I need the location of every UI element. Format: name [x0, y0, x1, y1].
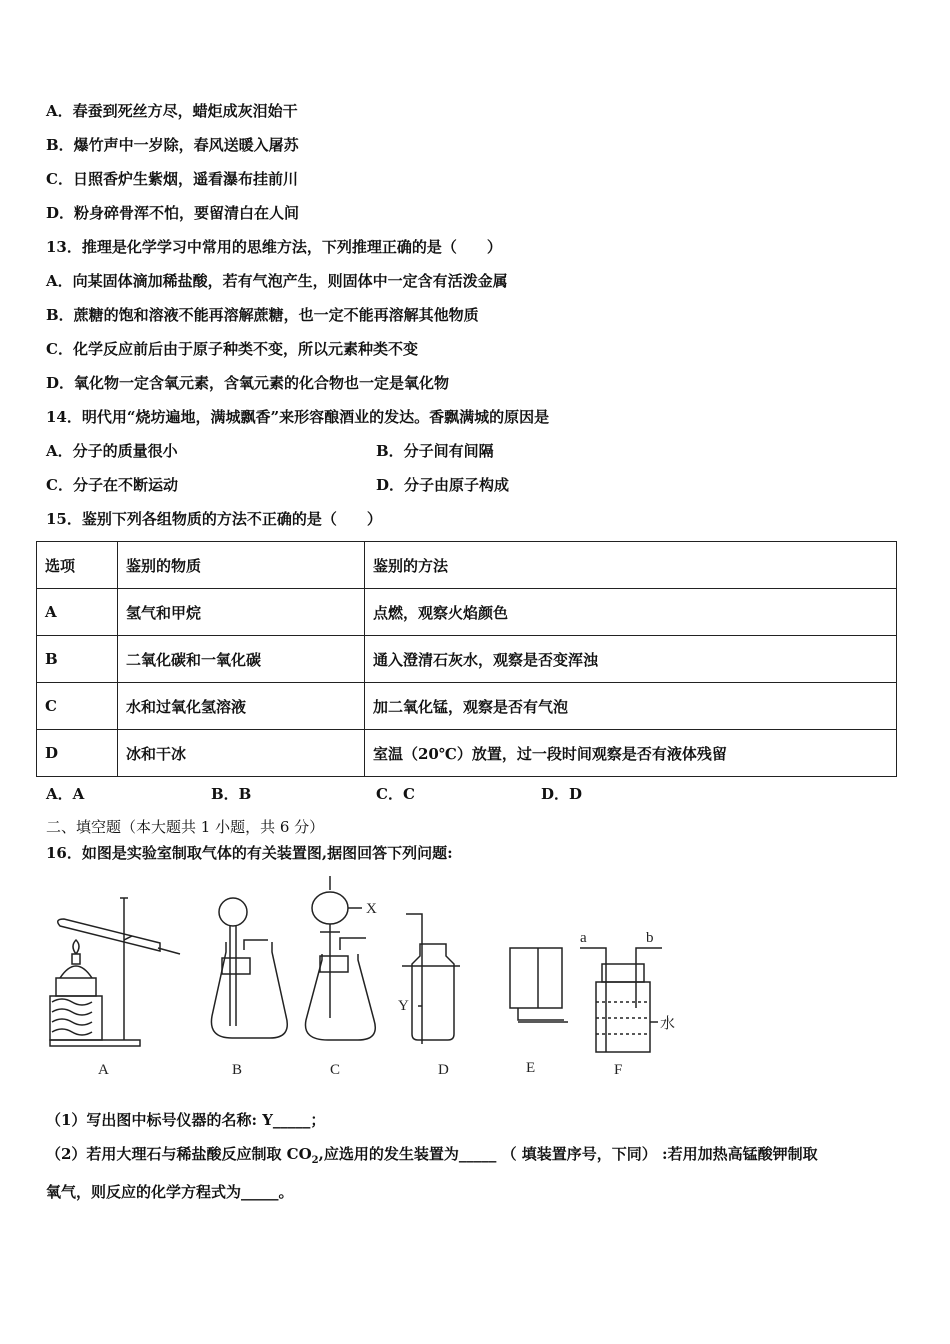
- q16-part2-cont: 氧气，则反应的化学方程式为_____。: [46, 1183, 294, 1201]
- apparatus-mark-b: b: [646, 930, 654, 946]
- apparatus-mark-x: X: [366, 901, 377, 917]
- table-cell: 二氧化碳和一氧化碳: [118, 636, 365, 683]
- apparatus-f-illustration: [580, 948, 662, 1052]
- table-cell: D: [37, 730, 118, 777]
- apparatus-a-illustration: [50, 898, 180, 1046]
- apparatus-label-b: B: [232, 1062, 243, 1078]
- q12-option-d: D．粉身碎骨浑不怕，要留清白在人间: [46, 204, 300, 222]
- q13-option-a: A．向某固体滴加稀盐酸，若有气泡产生，则固体中一定含有活泼金属: [46, 272, 508, 290]
- table-header-row: [37, 542, 897, 589]
- q14-stem: 14．明代用“烧坊遍地，满城飘香”来形容酿酒业的发达。香飘满城的原因是: [46, 408, 550, 426]
- q16-part2-text-a: （2）若用大理石与稀盐酸反应制取 CO: [46, 1145, 312, 1163]
- table-cell: 室温（20℃）放置，过一段时间观察是否有液体残留: [365, 730, 897, 777]
- apparatus-c-illustration: [305, 876, 375, 1040]
- table-cell: 氢气和甲烷: [118, 589, 365, 636]
- apparatus-d-illustration: [402, 914, 460, 1044]
- q16-stem: 16．如图是实验室制取气体的有关装置图,据图回答下列问题:: [46, 844, 453, 862]
- q12-option-a: A．春蚕到死丝方尽，蜡炬成灰泪始干: [46, 102, 298, 120]
- q13-option-c: C．化学反应前后由于原子种类不变，所以元素种类不变: [46, 340, 418, 358]
- q16-part1: （1）写出图中标号仪器的名称: Y_____；: [46, 1111, 326, 1129]
- table-cell: 冰和干冰: [118, 730, 365, 777]
- q16-part2-text-b: ,应选用的发生装置为_____ （ 填装置序号，下同） :若用加热高锰酸钾制取: [318, 1145, 818, 1163]
- apparatus-label-a: A: [98, 1062, 109, 1078]
- q13-option-b: B．蔗糖的饱和溶液不能再溶解蔗糖，也一定不能再溶解其他物质: [46, 306, 479, 324]
- q15-table: [36, 541, 897, 777]
- table-row: [37, 636, 897, 683]
- q12-option-b: B．爆竹声中一岁除，春风送暖入屠苏: [46, 136, 299, 154]
- q16-part2-subscript: 2: [311, 1155, 319, 1166]
- table-header-cell: 鉴别的方法: [365, 542, 897, 589]
- q15-answer-d: D．D: [541, 785, 583, 803]
- q13-stem: 13．推理是化学学习中常用的思维方法，下列推理正确的是（ ）: [46, 238, 502, 256]
- q14-option-d: D．分子由原子构成: [376, 476, 510, 494]
- table-row: [37, 683, 897, 730]
- apparatus-label-d: D: [438, 1062, 449, 1078]
- section-heading: 二、填空题（本大题共 1 小题，共 6 分）: [46, 818, 325, 836]
- q15-answer-b: B．B: [211, 785, 252, 803]
- apparatus-mark-y: Y: [398, 998, 409, 1014]
- table-cell: B: [37, 636, 118, 683]
- q15-answer-c: C．C: [376, 785, 415, 803]
- table-cell: 水和过氧化氢溶液: [118, 683, 365, 730]
- table-cell: C: [37, 683, 118, 730]
- q14-option-a: A．分子的质量很小: [46, 442, 178, 460]
- apparatus-label-c: C: [330, 1062, 341, 1078]
- table-cell: 加二氧化锰，观察是否有气泡: [365, 683, 897, 730]
- apparatus-e-illustration: [510, 948, 568, 1022]
- q14-option-b: B．分子间有间隔: [376, 442, 494, 460]
- q14-option-c: C．分子在不断运动: [46, 476, 178, 494]
- table-cell: A: [37, 589, 118, 636]
- q13-option-d: D．氧化物一定含氧元素，含氧元素的化合物也一定是氧化物: [46, 374, 450, 392]
- table-row: [37, 730, 897, 777]
- table-cell: 点燃，观察火焰颜色: [365, 589, 897, 636]
- q16-part2: [46, 1144, 818, 1171]
- table-header-cell: 选项: [37, 542, 118, 589]
- table-cell: 通入澄清石灰水，观察是否变浑浊: [365, 636, 897, 683]
- apparatus-mark-water: 水: [660, 1016, 676, 1032]
- apparatus-diagram: [40, 868, 680, 1078]
- q15-stem: 15．鉴别下列各组物质的方法不正确的是（ ）: [46, 510, 382, 528]
- apparatus-b-illustration: [211, 898, 287, 1038]
- apparatus-label-f: F: [614, 1062, 623, 1078]
- apparatus-label-e: E: [526, 1060, 536, 1076]
- apparatus-mark-a: a: [580, 930, 587, 946]
- q15-answer-a: A．A: [46, 785, 85, 803]
- table-header-cell: 鉴别的物质: [118, 542, 365, 589]
- table-row: [37, 589, 897, 636]
- q12-option-c: C．日照香炉生紫烟，遥看瀑布挂前川: [46, 170, 298, 188]
